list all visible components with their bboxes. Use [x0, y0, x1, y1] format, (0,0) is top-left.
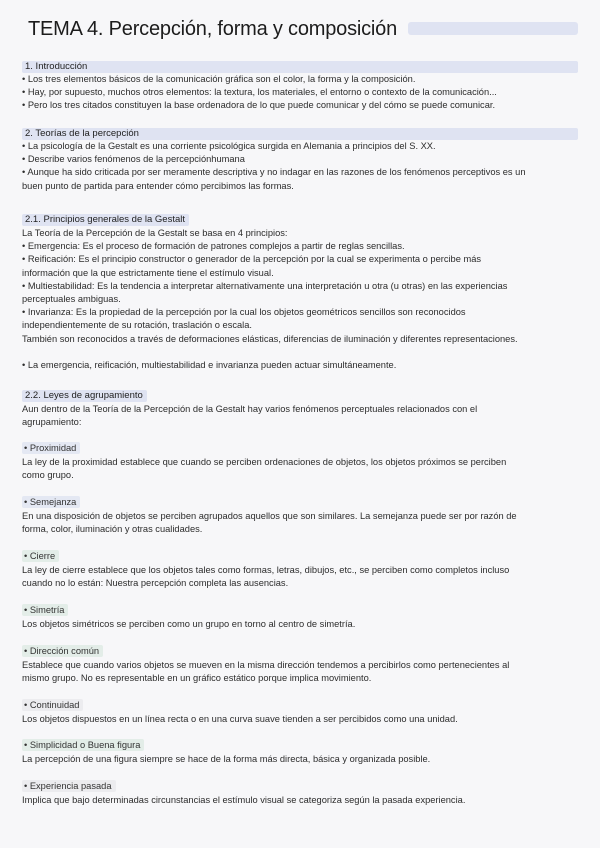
- section-principios: [22, 209, 578, 372]
- law-semejanza: [22, 492, 578, 536]
- text-line: La ley de cierre establece que los objetos tales como formas, letras, dibujos, etc., se perciben como completos incluso: [22, 565, 510, 575]
- text-line: mismo grupo. No es representable en un gráfico estático porque implica movimiento.: [22, 673, 372, 684]
- text-line: • La emergencia, reificación, multiestabilidad e invarianza pueden actuar simultáneamente.: [22, 359, 397, 370]
- text-line: • Hay, por supuesto, muchos otros elementos: la textura, los materiales, el entorno o contexto de la comunicación...: [22, 87, 497, 98]
- section-teorias: [22, 128, 578, 193]
- title-highlight-bar: [408, 22, 578, 35]
- law-cierre: [22, 546, 578, 590]
- law-heading: • Simetría: [22, 604, 68, 616]
- text-line: información que la que estrictamente tiene el estímulo visual.: [22, 267, 274, 278]
- text-line: como grupo.: [22, 470, 74, 481]
- section-heading: 2.1. Principios generales de la Gestalt: [22, 214, 189, 226]
- text-line: • Describe varios fenómenos de la percepciónhumana: [22, 154, 245, 165]
- section-leyes: [22, 385, 578, 429]
- page-title: TEMA 4. Percepción, forma y composición: [28, 18, 398, 40]
- text-line: La percepción de una figura siempre se hace de la forma más directa, básica y organizada posible.: [22, 754, 431, 764]
- text-line: Los objetos simétricos se perciben como un grupo en torno al centro de simetría.: [22, 619, 356, 629]
- text-line: buen punto de partida para entender cómo percibimos las formas.: [22, 180, 294, 191]
- law-heading: • Continuidad: [22, 699, 83, 711]
- text-line: forma, color, iluminación y otras cualidades.: [22, 524, 203, 535]
- text-line: • Pero los tres citados constituyen la base ordenadora de lo que puede comunicar y del cómo se puede comunicar.: [22, 100, 496, 111]
- law-simetria: [22, 600, 578, 631]
- text-line: En una disposición de objetos se perciben agrupados aquellos que son similares. La semejanza puede ser por razón de: [22, 511, 517, 521]
- law-proximidad: [22, 438, 578, 482]
- law-heading: • Semejanza: [22, 496, 80, 508]
- law-experiencia-pasada: [22, 776, 578, 807]
- text-line: La Teoría de la Percepción de la Gestalt se basa en 4 principios:: [22, 228, 288, 238]
- law-simplicidad: [22, 735, 578, 766]
- law-continuidad: [22, 695, 578, 726]
- text-line: cuando no lo están: Nuestra percepción completa las ausencias.: [22, 578, 289, 589]
- text-line: • Invarianza: Es la propiedad de la percepción por la cual los objetos geométricos sencillos son reconocidos: [22, 307, 466, 318]
- text-line: • Reificación: Es el principio constructor o generador de la percepción por la cual se experimenta o percibe más: [22, 254, 482, 265]
- text-line: perceptuales ambiguas.: [22, 294, 121, 305]
- law-heading: • Experiencia pasada: [22, 780, 116, 792]
- section-heading: 2. Teorías de la percepción: [22, 128, 578, 140]
- text-line: La ley de la proximidad establece que cuando se perciben ordenaciones de objetos, los objetos próximos se perciben: [22, 457, 507, 467]
- text-line: • Los tres elementos básicos de la comunicación gráfica son el color, la forma y la composición.: [22, 74, 416, 84]
- text-line: agrupamiento:: [22, 417, 82, 428]
- text-line: independientemente de su rotación, traslación o escala.: [22, 320, 252, 331]
- text-line: Aun dentro de la Teoría de la Percepción de la Gestalt hay varios fenómenos perceptuales relacionados con el: [22, 404, 478, 414]
- text-line: • Multiestabilidad: Es la tendencia a interpretar alternativamente una interpretación u otra (u otras) en las experiencias: [22, 280, 508, 291]
- text-line: También son reconocidos a través de deformaciones elásticas, diferencias de iluminación y diferentes representaciones.: [22, 333, 518, 344]
- law-heading: • Simplicidad o Buena figura: [22, 739, 144, 751]
- text-line: Los objetos dispuestos en un línea recta o en una curva suave tienden a ser percibidos como una unidad.: [22, 714, 458, 724]
- section-introduccion: [22, 61, 578, 113]
- text-line: Establece que cuando varios objetos se mueven en la misma dirección tendemos a percibirlos como pertenecientes al: [22, 660, 510, 670]
- law-heading: • Proximidad: [22, 442, 80, 454]
- text-line: • La psicología de la Gestalt es una corriente psicológica surgida en Alemania a principios del S. XX.: [22, 141, 436, 151]
- law-heading: • Dirección común: [22, 645, 103, 657]
- section-heading: 1. Introducción: [22, 61, 578, 73]
- text-line: Implica que bajo determinadas circunstancias el estímulo visual se categoriza según la pasada experiencia.: [22, 795, 466, 805]
- law-heading: • Cierre: [22, 550, 59, 562]
- text-line: • Aunque ha sido criticada por ser meramente descriptiva y no indagar en las razones de los fenómenos perceptivos es un: [22, 167, 526, 178]
- text-line: • Emergencia: Es el proceso de formación de patrones complejos a partir de reglas sencillas.: [22, 241, 405, 252]
- law-direccion-comun: [22, 641, 578, 685]
- title-row: [28, 16, 578, 44]
- section-heading: 2.2. Leyes de agrupamiento: [22, 390, 147, 402]
